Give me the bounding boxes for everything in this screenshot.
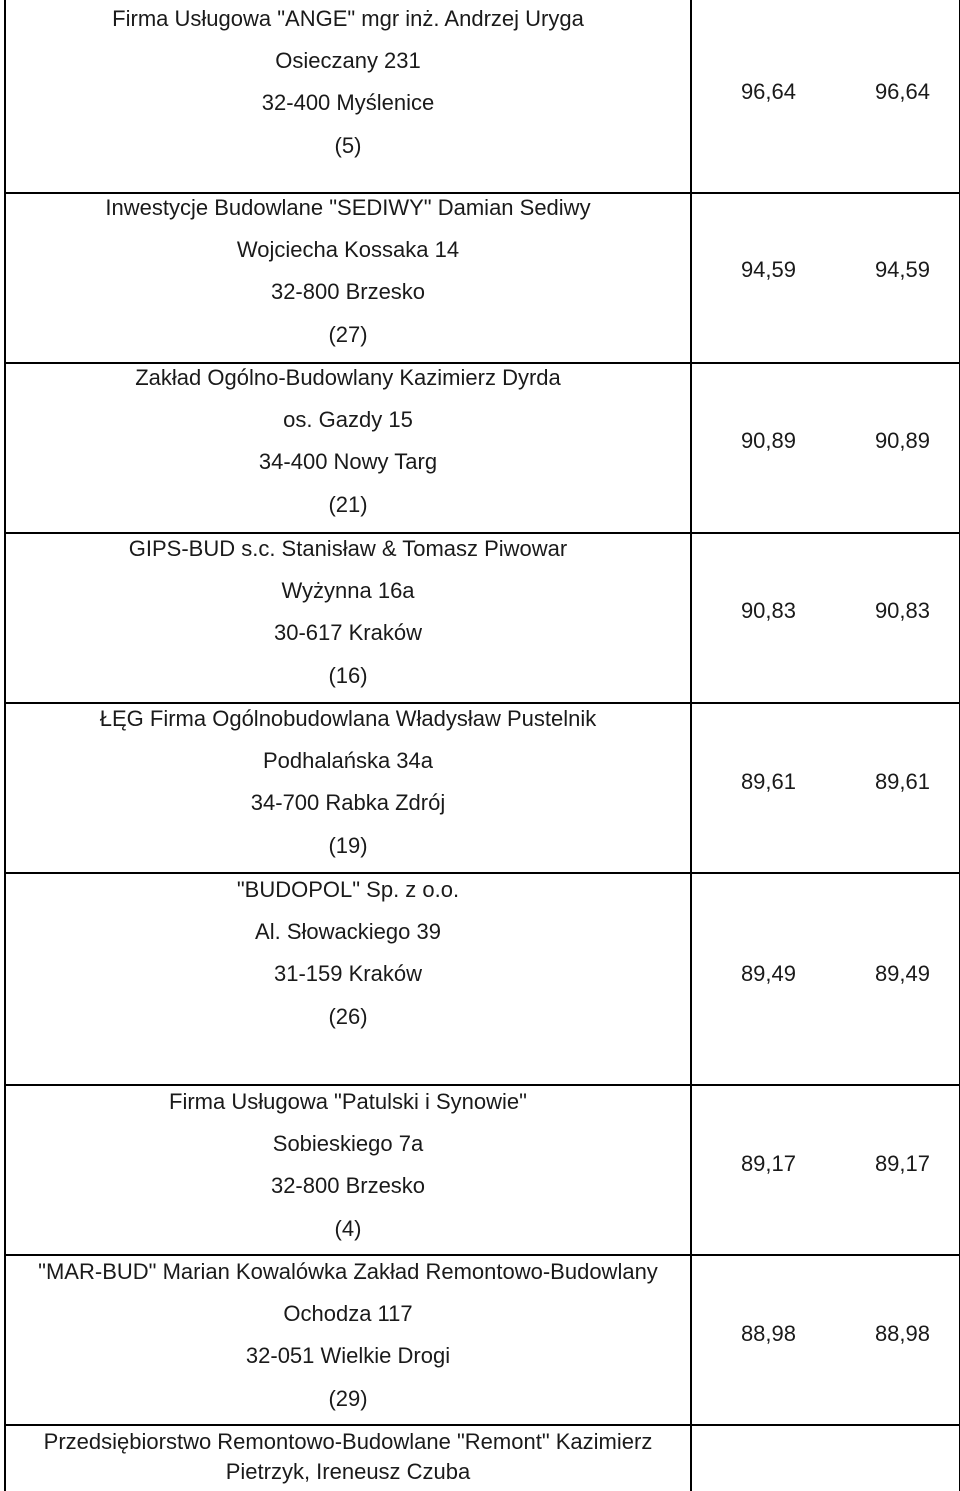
firm-city: 34-400 Nowy Targ: [258, 449, 438, 474]
firm-number: (19): [328, 833, 368, 858]
score-a: 96,64: [740, 79, 796, 104]
firm-street: os. Gazdy 15: [283, 407, 413, 432]
score-b: 89,49: [874, 961, 930, 986]
table-row: [0, 193, 960, 363]
score-a: 89,49: [740, 961, 796, 986]
firm-city: 32-800 Brzesko: [270, 1173, 426, 1198]
firm-number: (5): [334, 133, 362, 158]
table-row: [0, 363, 960, 533]
firm-cell: [4, 1255, 692, 1425]
score-b: 89,17: [874, 1151, 930, 1176]
firm-name: Firma Usługowa "Patulski i Synowie": [169, 1089, 527, 1114]
firm-city: 32-400 Myślenice: [261, 90, 435, 115]
table-row: [0, 703, 960, 873]
score-b: 89,61: [874, 769, 930, 794]
firm-city: 32-800 Brzesko: [270, 279, 426, 304]
firm-number: (16): [328, 663, 368, 688]
firm-city: 34-700 Rabka Zdrój: [250, 790, 446, 815]
firm-street: Al. Słowackiego 39: [255, 919, 441, 944]
firm-name: Firma Usługowa "ANGE" mgr inż. Andrzej Uryga: [112, 6, 584, 31]
table-row: [0, 533, 960, 703]
score-b: 90,83: [874, 598, 930, 623]
firm-city: 32-051 Wielkie Drogi: [245, 1343, 451, 1368]
firm-name-line-1: Przedsiębiorstwo Remontowo-Budowlane "Remont" Kazimierz: [43, 1429, 653, 1454]
firm-number: (26): [328, 1004, 368, 1029]
score-a: 90,89: [740, 428, 796, 453]
firm-name: Inwestycje Budowlane "SEDIWY" Damian Sediwy: [105, 195, 591, 220]
firm-cell: [4, 533, 692, 703]
score-a: 94,59: [740, 257, 796, 282]
firm-cell: [4, 1425, 692, 1491]
table-row: [0, 873, 960, 1085]
firm-street: Ochodza 117: [283, 1301, 413, 1326]
firm-street: Wojciecha Kossaka 14: [236, 237, 460, 262]
firm-cell: [4, 1085, 692, 1255]
firm-name: Zakład Ogólno-Budowlany Kazimierz Dyrda: [135, 365, 561, 390]
score-b: 90,89: [874, 428, 930, 453]
firm-number: (29): [328, 1386, 368, 1411]
score-a: 89,61: [740, 769, 796, 794]
firm-city: 31-159 Kraków: [274, 961, 422, 986]
firm-number: (4): [334, 1216, 362, 1241]
firm-name: "MAR-BUD" Marian Kowalówka Zakład Remontowo-Budowlany: [38, 1259, 658, 1284]
score-b: 96,64: [874, 79, 930, 104]
firm-cell: [4, 193, 692, 363]
table-row: [0, 0, 960, 192]
firm-cell: [4, 873, 692, 1085]
score-a: 90,83: [740, 598, 796, 623]
firm-name: ŁĘG Firma Ogólnobudowlana Władysław Pustelnik: [99, 706, 597, 731]
firm-street: Podhalańska 34a: [262, 748, 434, 773]
table-row: [0, 1425, 960, 1491]
score-b: 94,59: [874, 257, 930, 282]
table-row: [0, 1085, 960, 1255]
firm-number: (21): [328, 492, 368, 517]
firm-cell: [4, 0, 692, 192]
firm-street: Sobieskiego 7a: [272, 1131, 424, 1156]
firm-city: 30-617 Kraków: [274, 620, 422, 645]
firm-cell: [4, 363, 692, 533]
table-row: [0, 1255, 960, 1425]
firm-name: GIPS-BUD s.c. Stanisław & Tomasz Piwowar: [128, 536, 568, 561]
firm-number: (27): [328, 322, 368, 347]
firm-street: Osieczany 231: [275, 48, 421, 73]
score-a: 89,17: [740, 1151, 796, 1176]
firm-street: Wyżynna 16a: [281, 578, 415, 603]
firm-name: "BUDOPOL" Sp. z o.o.: [236, 877, 460, 902]
score-b: 88,98: [874, 1321, 930, 1346]
firm-cell: [4, 703, 692, 873]
score-a: 88,98: [740, 1321, 796, 1346]
firm-name-line-2: Pietrzyk, Ireneusz Czuba: [225, 1459, 471, 1484]
